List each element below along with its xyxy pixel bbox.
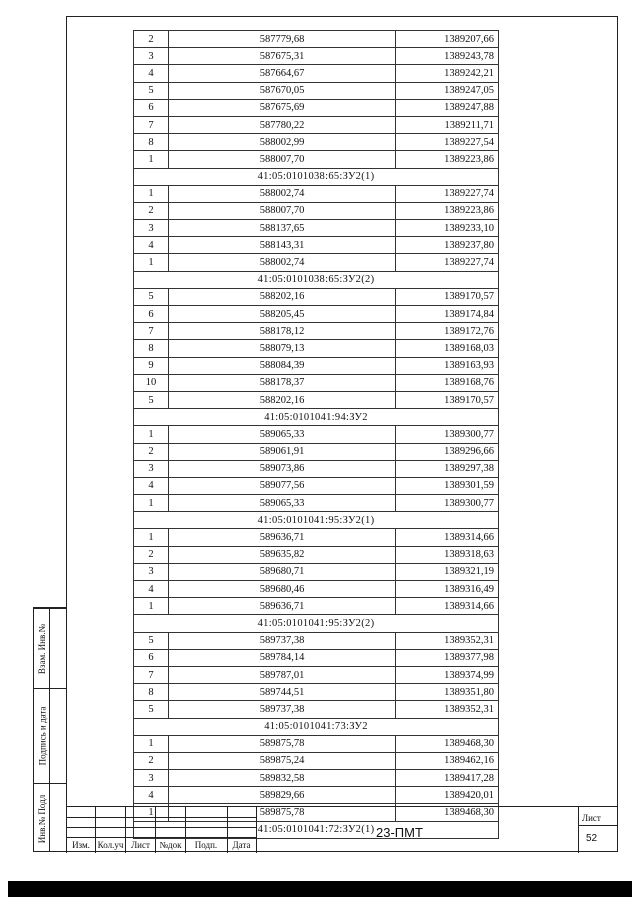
coordinate-row (134, 48, 499, 65)
point-number: 3 (134, 220, 169, 237)
coord-y: 1389211,71 (396, 116, 499, 133)
coordinate-row (134, 323, 499, 340)
coord-y: 1389377,98 (396, 649, 499, 666)
coord-x: 589077,56 (169, 477, 396, 494)
coord-x: 589875,24 (169, 752, 396, 769)
point-number: 2 (134, 202, 169, 219)
coord-x: 589787,01 (169, 666, 396, 683)
coord-x: 588002,74 (169, 185, 396, 202)
stamp-label-inv-orig: Инв.№ Подл (37, 794, 47, 843)
tb-label-data: Дата (232, 840, 251, 850)
point-number: 3 (134, 48, 169, 65)
coord-y: 1389207,66 (396, 31, 499, 48)
stamp-cell-inv-replace (34, 608, 66, 688)
coord-y: 1389468,30 (396, 804, 499, 821)
coordinate-row (134, 581, 499, 598)
coord-x: 589065,33 (169, 426, 396, 443)
point-number: 1 (134, 254, 169, 271)
coord-y: 1389321,19 (396, 563, 499, 580)
coord-y: 1389242,21 (396, 65, 499, 82)
coord-x: 588007,70 (169, 202, 396, 219)
coord-y: 1389300,77 (396, 495, 499, 512)
coord-y: 1389374,99 (396, 666, 499, 683)
point-number: 7 (134, 323, 169, 340)
coordinate-table (133, 30, 499, 839)
coord-x: 588205,45 (169, 306, 396, 323)
coord-y: 1389417,28 (396, 770, 499, 787)
coord-y: 1389420,01 (396, 787, 499, 804)
parcel-id: 41:05:0101041:72:ЗУ2(1) (134, 821, 499, 838)
point-number: 1 (134, 804, 169, 821)
coord-x: 589073,86 (169, 460, 396, 477)
coord-x: 588079,13 (169, 340, 396, 357)
tb-label-podp: Подп. (194, 840, 218, 850)
coordinate-row (134, 787, 499, 804)
coord-x: 589680,71 (169, 563, 396, 580)
coord-x: 588178,37 (169, 374, 396, 391)
coord-x: 588084,39 (169, 357, 396, 374)
title-block (66, 806, 618, 852)
coord-y: 1389227,74 (396, 185, 499, 202)
coordinate-row (134, 185, 499, 202)
coord-y: 1389247,05 (396, 82, 499, 99)
coord-x: 587780,22 (169, 116, 396, 133)
coord-x: 589737,38 (169, 632, 396, 649)
coord-x: 589635,82 (169, 546, 396, 563)
coordinate-row (134, 340, 499, 357)
point-number: 9 (134, 357, 169, 374)
point-number: 5 (134, 82, 169, 99)
coord-x: 589875,78 (169, 804, 396, 821)
tb-label-list: Лист (131, 840, 150, 850)
coord-x: 589737,38 (169, 701, 396, 718)
coord-x: 588178,12 (169, 323, 396, 340)
coordinate-row (134, 391, 499, 408)
coordinate-row (134, 374, 499, 391)
coord-x: 587664,67 (169, 65, 396, 82)
coordinate-row (134, 65, 499, 82)
coord-y: 1389296,66 (396, 443, 499, 460)
sheet-number: 52 (586, 833, 598, 844)
coord-y: 1389351,80 (396, 684, 499, 701)
coordinate-row (134, 546, 499, 563)
coord-y: 1389301,59 (396, 477, 499, 494)
parcel-id: 41:05:0101038:65:ЗУ2(2) (134, 271, 499, 288)
point-number: 8 (134, 340, 169, 357)
point-number: 5 (134, 632, 169, 649)
coordinate-row (134, 598, 499, 615)
point-number: 7 (134, 666, 169, 683)
point-number: 5 (134, 391, 169, 408)
coord-y: 1389227,54 (396, 134, 499, 151)
coord-y: 1389314,66 (396, 598, 499, 615)
parcel-header-row (134, 512, 499, 529)
coord-y: 1389168,03 (396, 340, 499, 357)
coordinate-row (134, 495, 499, 512)
coord-x: 589829,66 (169, 787, 396, 804)
coord-x: 587675,69 (169, 99, 396, 116)
coordinate-row (134, 649, 499, 666)
point-number: 1 (134, 151, 169, 168)
point-number: 5 (134, 701, 169, 718)
point-number: 1 (134, 529, 169, 546)
point-number: 3 (134, 563, 169, 580)
coordinate-row (134, 735, 499, 752)
coordinate-row (134, 443, 499, 460)
document-code: 23-ПМТ (376, 825, 423, 840)
point-number: 8 (134, 684, 169, 701)
coord-x: 589832,58 (169, 770, 396, 787)
coordinate-row (134, 82, 499, 99)
point-number: 6 (134, 649, 169, 666)
point-number: 3 (134, 460, 169, 477)
coordinate-row (134, 288, 499, 305)
coordinate-row (134, 684, 499, 701)
coord-x: 587675,31 (169, 48, 396, 65)
coord-x: 588137,65 (169, 220, 396, 237)
coordinate-row (134, 529, 499, 546)
coord-x: 589061,91 (169, 443, 396, 460)
stamp-label-inv-replace: Взам. Инв.№ (37, 623, 47, 674)
point-number: 2 (134, 546, 169, 563)
coordinate-row (134, 202, 499, 219)
sheet-label: Лист (582, 813, 601, 823)
point-number: 1 (134, 426, 169, 443)
coordinate-row (134, 770, 499, 787)
parcel-id: 41:05:0101038:65:ЗУ2(1) (134, 168, 499, 185)
coord-y: 1389170,57 (396, 391, 499, 408)
point-number: 4 (134, 237, 169, 254)
coordinate-row (134, 220, 499, 237)
parcel-header-row (134, 168, 499, 185)
point-number: 2 (134, 752, 169, 769)
stamp-cell-sign-date (34, 688, 66, 783)
coord-y: 1389223,86 (396, 151, 499, 168)
coord-y: 1389247,88 (396, 99, 499, 116)
coord-x: 589784,14 (169, 649, 396, 666)
coord-x: 589065,33 (169, 495, 396, 512)
coordinate-row (134, 632, 499, 649)
coordinate-row (134, 134, 499, 151)
side-approval-stamp (33, 607, 66, 852)
coordinate-row (134, 752, 499, 769)
parcel-id: 41:05:0101041:94:ЗУ2 (134, 409, 499, 426)
coord-y: 1389297,38 (396, 460, 499, 477)
coord-x: 589680,46 (169, 581, 396, 598)
coord-x: 587779,68 (169, 31, 396, 48)
coordinate-row (134, 357, 499, 374)
scan-edge-bar (8, 881, 632, 897)
coord-x: 589636,71 (169, 529, 396, 546)
coordinate-row (134, 563, 499, 580)
coord-y: 1389168,76 (396, 374, 499, 391)
coord-y: 1389170,57 (396, 288, 499, 305)
coordinate-row (134, 151, 499, 168)
parcel-header-row (134, 409, 499, 426)
coord-y: 1389316,49 (396, 581, 499, 598)
coord-y: 1389462,16 (396, 752, 499, 769)
point-number: 4 (134, 65, 169, 82)
coord-x: 589744,51 (169, 684, 396, 701)
coord-y: 1389223,86 (396, 202, 499, 219)
parcel-header-row (134, 615, 499, 632)
coord-y: 1389352,31 (396, 701, 499, 718)
point-number: 3 (134, 770, 169, 787)
coordinate-row (134, 237, 499, 254)
coord-y: 1389300,77 (396, 426, 499, 443)
coord-y: 1389233,10 (396, 220, 499, 237)
coord-y: 1389243,78 (396, 48, 499, 65)
point-number: 10 (134, 374, 169, 391)
coordinate-row (134, 477, 499, 494)
coord-x: 588007,70 (169, 151, 396, 168)
coordinate-row (134, 254, 499, 271)
tb-label-ndok: №док (159, 840, 182, 850)
coord-y: 1389314,66 (396, 529, 499, 546)
parcel-header-row (134, 718, 499, 735)
point-number: 1 (134, 185, 169, 202)
coord-x: 589875,78 (169, 735, 396, 752)
parcel-id: 41:05:0101041:95:ЗУ2(1) (134, 512, 499, 529)
coord-x: 588002,99 (169, 134, 396, 151)
point-number: 6 (134, 99, 169, 116)
point-number: 1 (134, 735, 169, 752)
coordinate-row (134, 116, 499, 133)
coord-y: 1389227,74 (396, 254, 499, 271)
stamp-cell-inv-orig (34, 783, 66, 853)
point-number: 1 (134, 495, 169, 512)
coordinate-row (134, 701, 499, 718)
coord-x: 589636,71 (169, 598, 396, 615)
coordinate-row (134, 426, 499, 443)
coord-y: 1389172,76 (396, 323, 499, 340)
coord-x: 588202,16 (169, 391, 396, 408)
coord-x: 587670,05 (169, 82, 396, 99)
point-number: 4 (134, 581, 169, 598)
coord-y: 1389163,93 (396, 357, 499, 374)
coord-x: 588202,16 (169, 288, 396, 305)
point-number: 2 (134, 443, 169, 460)
stamp-label-sign-date: Подпись и дата (37, 706, 47, 766)
coord-y: 1389352,31 (396, 632, 499, 649)
parcel-id: 41:05:0101041:95:ЗУ2(2) (134, 615, 499, 632)
coordinate-row (134, 460, 499, 477)
coord-y: 1389468,30 (396, 735, 499, 752)
point-number: 5 (134, 288, 169, 305)
point-number: 7 (134, 116, 169, 133)
point-number: 1 (134, 598, 169, 615)
coord-x: 588143,31 (169, 237, 396, 254)
coord-x: 588002,74 (169, 254, 396, 271)
point-number: 6 (134, 306, 169, 323)
tb-label-kol: Кол.уч (97, 840, 124, 850)
coord-y: 1389237,80 (396, 237, 499, 254)
coordinate-row (134, 306, 499, 323)
parcel-header-row (134, 271, 499, 288)
point-number: 2 (134, 31, 169, 48)
coordinate-row (134, 666, 499, 683)
coordinate-row (134, 31, 499, 48)
point-number: 4 (134, 477, 169, 494)
coord-y: 1389318,63 (396, 546, 499, 563)
point-number: 8 (134, 134, 169, 151)
point-number: 4 (134, 787, 169, 804)
coordinate-row (134, 99, 499, 116)
coord-y: 1389174,84 (396, 306, 499, 323)
tb-label-izm: Изм. (72, 840, 90, 850)
parcel-id: 41:05:0101041:73:ЗУ2 (134, 718, 499, 735)
